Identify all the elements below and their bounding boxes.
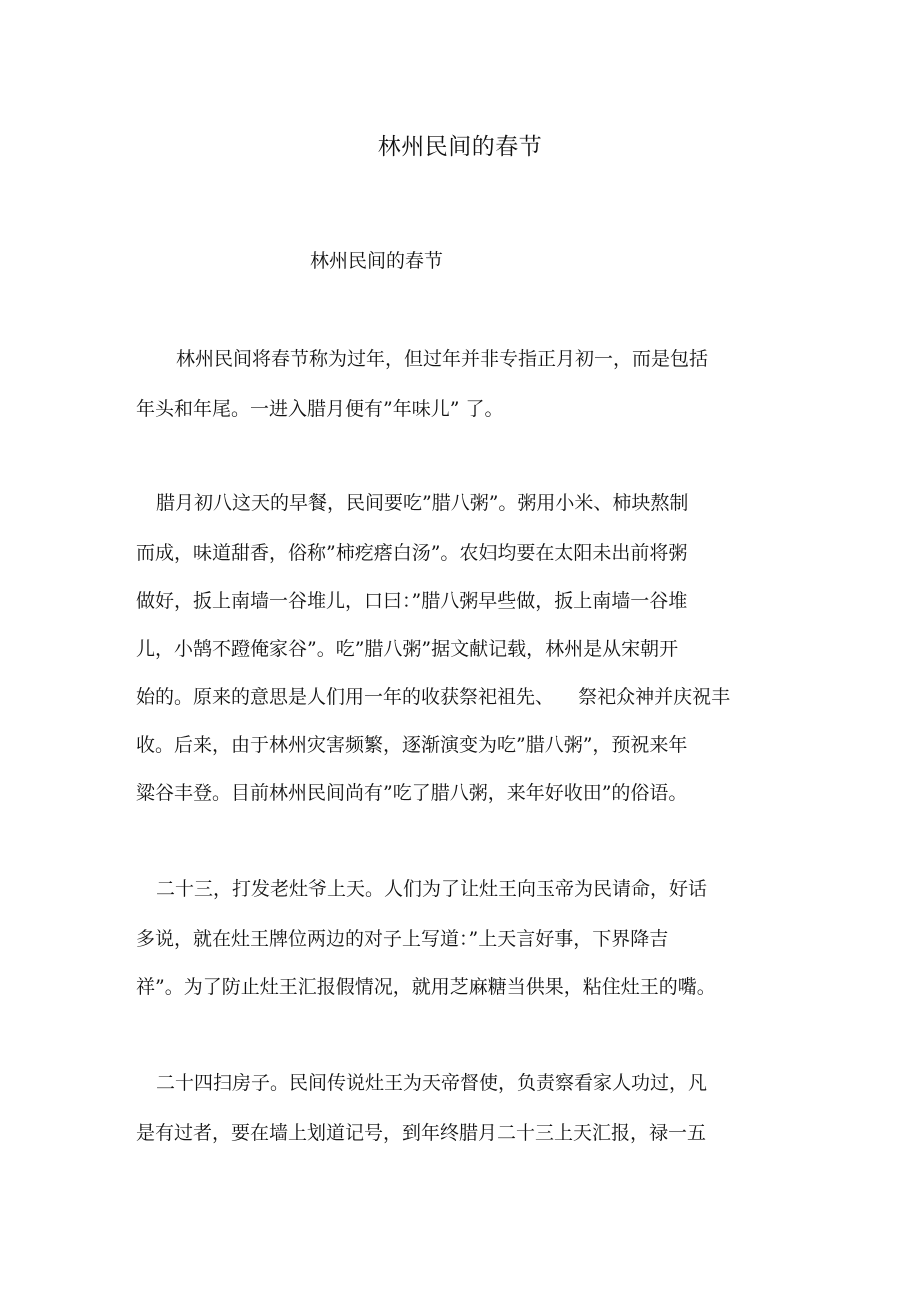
paragraph-line: 粱谷丰登。目前林州民间尚有”吃了腊八粥，来年好收田”的俗语。	[136, 782, 688, 804]
paragraph-line: 二十四扫房子。民间传说灶王为天帝督使，负责察看家人功过，凡	[156, 1072, 708, 1094]
paragraph-line: 年头和年尾。一进入腊月便有”年味儿” 了。	[136, 398, 504, 420]
paragraph-line: 祥”。为了防止灶王汇报假情况，就用芝麻糖当供果，粘住灶王的嘴。	[136, 976, 716, 998]
paragraph-line: 二十三，打发老灶爷上天。人们为了让灶王向玉帝为民请命，好话	[156, 878, 708, 900]
document-title: 林州民间的春节	[377, 134, 543, 160]
paragraph-line: 儿，小鹄不蹬俺家谷”。吃”腊八粥”据文献记载，林州是从宋朝开	[136, 638, 679, 660]
paragraph-line: 腊月初八这天的早餐，民间要吃”腊八粥”。粥用小米、柿块熬制	[156, 492, 689, 514]
paragraph-line: 林州民间将春节称为过年，但过年并非专指正月初一，而是包括	[176, 348, 709, 370]
document-subtitle: 林州民间的春节	[310, 250, 444, 272]
paragraph-line: 做好，扳上南墙一谷堆儿，口曰：”腊八粥早些做，扳上南墙一谷堆	[136, 590, 688, 612]
paragraph-line: 始的。原来的意思是人们用一年的收获祭祀祖先、 祭祀众神并庆祝丰	[136, 686, 731, 708]
paragraph-line: 多说，就在灶王牌位两边的对子上写道：”上天言好事，下界降吉	[136, 928, 669, 950]
paragraph-line: 而成，味道甜香，俗称”柿疙瘩白汤”。农妇均要在太阳未出前将粥	[136, 542, 688, 564]
paragraph-line: 收。后来，由于林州灾害频繁，逐渐演变为吃”腊八粥”，预祝来年	[136, 734, 688, 756]
paragraph-line: 是有过者，要在墙上划道记号，到年终腊月二十三上天汇报，禄一五	[136, 1122, 707, 1144]
